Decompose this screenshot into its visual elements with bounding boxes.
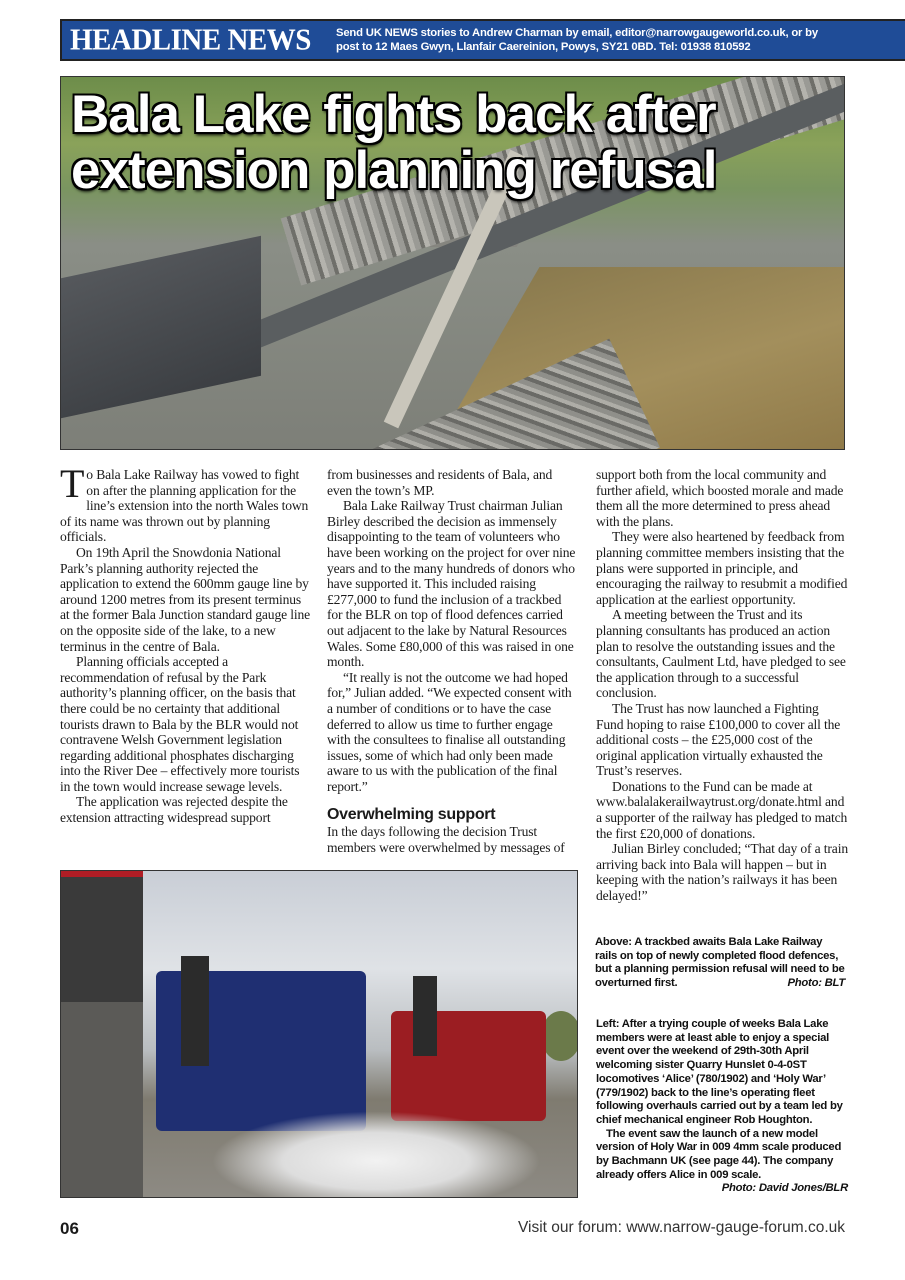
drop-cap: T (60, 461, 85, 506)
paragraph: The Trust has now launched a Fighting Fund hoping to raise £100,000 to cover all the additional costs – the £25,000 cost of the original application virtually exhausted the Trust’s reserves. (596, 700, 841, 779)
caption-above (595, 936, 845, 991)
station-building (61, 236, 261, 419)
photo-credit: Photo: David Jones/BLR (721, 1182, 848, 1195)
headline (71, 87, 716, 199)
paragraph: Donations to the Fund can be made at www.balalakerailwaytrust.org/donate.html and a supporter of the railway has pledged to match the first £20,000 of donations. (596, 778, 848, 841)
paragraph (60, 461, 310, 545)
paragraph: In the days following the decision Trust members were overwhelmed by messages of (327, 824, 565, 856)
caption-text: Left: After a trying couple of weeks Bala Lake members were at least able to enjoy a special event over the weekend of 29th-30th April welcoming sister Quarry Hunslet 0-4-0ST locomotives ‘Alice’ (780/1902) and ‘Holy War’ (779/1902) back to the line’s operating fleet following overhauls carried out by a team led by chief mechanical engineer Rob Houghton. (596, 1018, 843, 1126)
paragraph: support both from the local community and further afield, which boosted morale and made them all the more determined to press ahead with the plans. (596, 467, 844, 529)
article-column-1 (60, 461, 311, 826)
article-column-2 (327, 467, 579, 856)
article-column-3 (596, 467, 848, 904)
caption-text: Above: A trackbed awaits Bala Lake Railway rails on top of newly completed flood defences, but a planning permission refusal will need to be overturned first. (595, 936, 845, 990)
subheading: Overwhelming support (327, 806, 496, 824)
paragraph-text: o Bala Lake Railway has vowed to fight on after the planning application for the line’s extension into the north Wales town of its name was thrown out by planning officials. (60, 467, 309, 545)
headline-line-2: extension planning refusal (71, 141, 717, 200)
hero-photo-trackbed (60, 76, 845, 450)
paragraph: Planning officials accepted a recommendation of refusal by the Park authority’s planning officer, on the basis that there could be no certainty that additional tourists drawn to Bala by the BLR would not contravene Welsh Government legislation regarding additional phosphates discharging into the River Dee – effectively more tourists in the town would increase sewage levels. (60, 654, 300, 794)
paragraph: “It really is not the outcome we had hoped for,” Julian added. “We expected consent with a number of conditions or to have the case deferred to allow us time to further engage with the consultees to finalise all outstanding issues, some of which had only been made aware to us with the publication of the final report.” (327, 669, 572, 794)
paragraph: On 19th April the Snowdonia National Park’s planning authority rejected the application to extend the 600mm gauge line by around 1200 metres from its present terminus at the former Bala Junction standard gauge line on the opposite side of the lake, to a new terminus in the centre of Bala. (60, 544, 311, 654)
page-number: 06 (60, 1219, 79, 1238)
paragraph: The application was rejected despite the extension attracting widespread support (60, 794, 288, 826)
caption-left (596, 1018, 848, 1196)
paragraph: A meeting between the Trust and its planning consultants has produced an action plan to resolve the outstanding issues and the consultants, Caulment Ltd, have pledged to see the application through to a successful conclusion. (596, 607, 846, 701)
section-header (60, 19, 905, 61)
section-title: HEADLINE NEWS (70, 22, 311, 57)
caption-text: The event saw the launch of a new model version of Holy War in 009 4mm scale produced by Bachmann UK (see page 44). The company already offers Alice in 009 scale. (596, 1127, 842, 1181)
contact-info (334, 26, 818, 54)
photo-credit: Photo: BLT (787, 977, 845, 990)
forum-link[interactable]: Visit our forum: www.narrow-gauge-forum.co.uk (517, 1219, 845, 1236)
locomotives-photo (60, 870, 578, 1198)
contact-line-2: post to 12 Maes Gwyn, Llanfair Caereinion, Powys, SY21 0BD. Tel: 01938 810592 (336, 41, 751, 53)
paragraph: from businesses and residents of Bala, and even the town’s MP. (327, 467, 553, 498)
paragraph: Julian Birley concluded; “That day of a train arriving back into Bala will happen – but in keeping with the nation’s railways it has been delayed!” (596, 841, 848, 904)
trees (541, 1011, 578, 1061)
signal-box (61, 871, 143, 1198)
paragraph: They were also heartened by feedback from planning committee members insisting that the plans were supported in principle, and encouraging the railway to resubmit a modified application at the earliest opportunity. (596, 529, 848, 607)
paragraph: Bala Lake Railway Trust chairman Julian Birley described the decision as immensely disappointing to the team of volunteers who have been working on the project for over nine years and to the many hundreds of donors who have supported it. This included raising £277,000 to fund the inclusion of a trackbed for the BLR on top of flood defences carried out adjacent to the lake by Natural Resources Wales. Some £80,000 of this was raised in one month. (327, 498, 576, 670)
chimney (413, 976, 437, 1056)
steam (211, 1111, 541, 1198)
contact-line-1: Send UK NEWS stories to Andrew Charman by email, editor@narrowgaugeworld.co.uk, or by (336, 27, 818, 39)
chimney (181, 956, 209, 1066)
headline-line-1: Bala Lake fights back after (71, 85, 716, 144)
